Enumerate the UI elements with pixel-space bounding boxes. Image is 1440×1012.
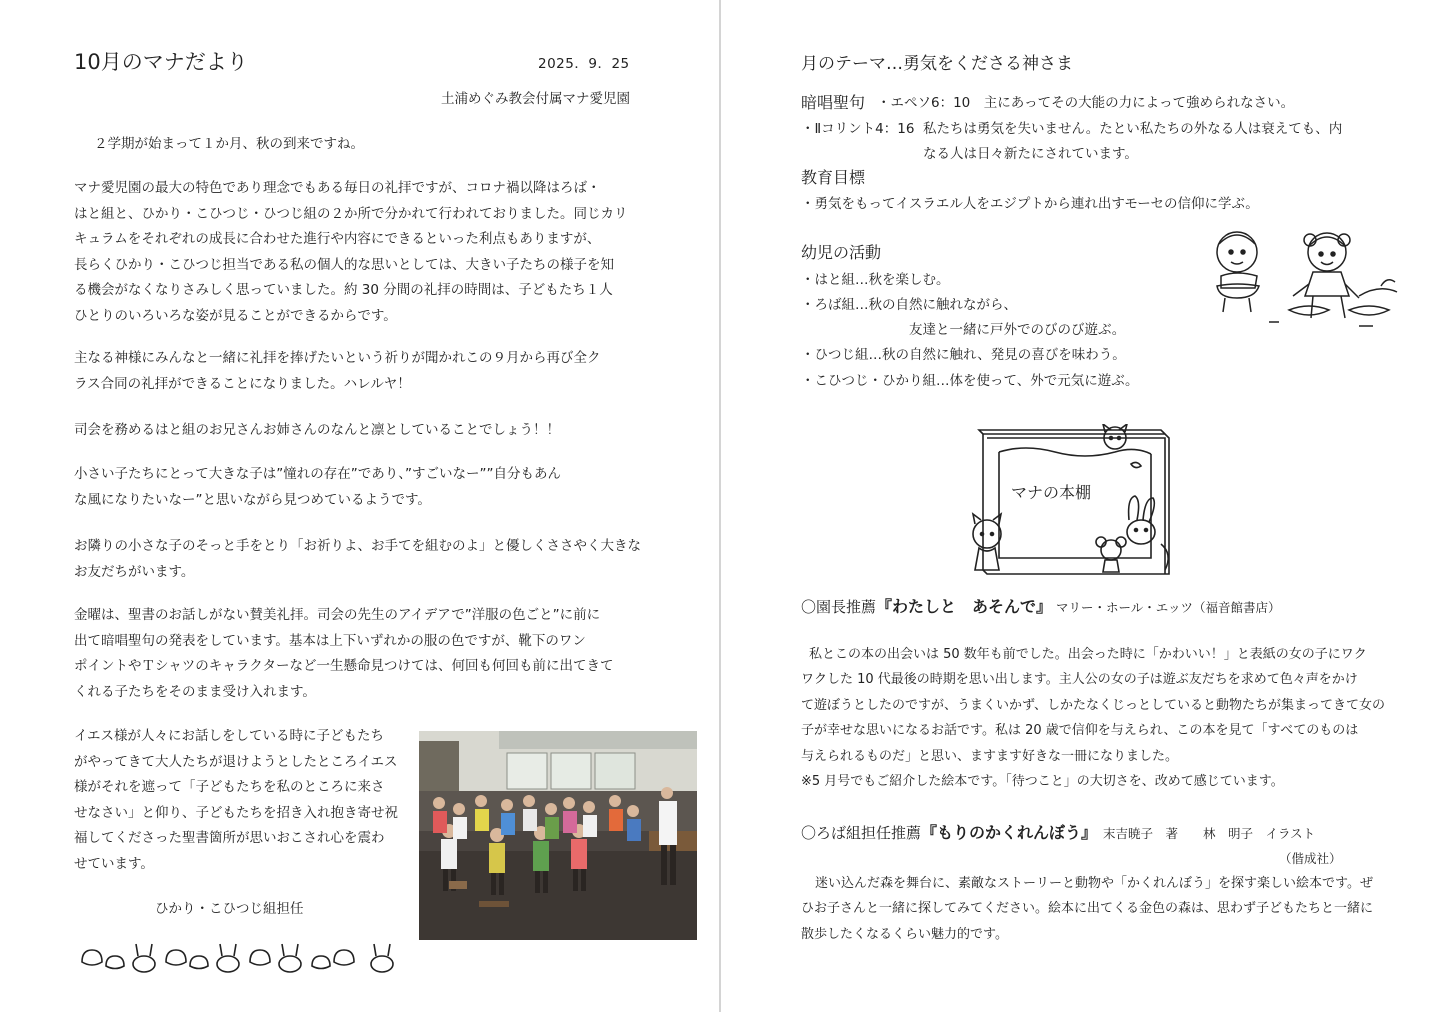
monthly-theme: 月のテーマ…勇気をくださる神さま bbox=[801, 54, 1073, 74]
recommendation-1-text bbox=[801, 642, 1385, 794]
newsletter-title: 10月のマナだより bbox=[74, 50, 248, 74]
text-line: マナ愛児園の最大の特色であり理念でもある毎日の礼拝ですが、コロナ禍以降はろば・ bbox=[74, 180, 601, 196]
text-line: はと組と、ひかり・こひつじ・ひつじ組の２か所で分かれて行われておりました。同じカリ bbox=[74, 205, 628, 222]
text-line: 様がそれを遮って「子どもたちを私のところに来さ bbox=[74, 779, 385, 796]
paragraph-7 bbox=[74, 724, 398, 878]
text-line: 主なる神様にみんなと一緒に礼拝を捧げたいという祈りが聞かれこの９月から再び全ク bbox=[74, 350, 601, 366]
text-line: ワクした 10 代最後の時期を思い出します。主人公の女の子は遊ぶ友だちを求めて色々声をかけ bbox=[801, 672, 1358, 688]
right-page bbox=[721, 0, 1440, 1012]
verse-1: ・エペソ6：10 主にあってその大能の力によって強められなさい。 bbox=[877, 95, 1295, 111]
chestnut-rabbit-border bbox=[78, 940, 400, 976]
text-line: 小さい子たちにとって大きな子は”憧れの存在”であり、”すごいなー””自分もあん bbox=[74, 466, 561, 482]
text-line: イエス様が人々にお話しをしている時に子どもたち bbox=[74, 728, 384, 744]
recommendation-2-text bbox=[801, 871, 1373, 947]
text-line: お友だちがいます。 bbox=[74, 563, 195, 580]
classroom-photo bbox=[419, 731, 697, 940]
text-line: 私とこの本の出会いは 50 数年も前でした。出会った時に「かわいい！」と表紙の女の子にワク bbox=[809, 647, 1367, 662]
text-line: くれる子たちをそのまま受け入れます。 bbox=[74, 683, 316, 700]
activity-heading: 幼児の活動 bbox=[801, 243, 882, 262]
text-line: ポイントやＴシャツのキャラクターなど一生懸命見つけては、何回も何回も前に出てきて bbox=[74, 658, 614, 675]
rec1-book-title: 『わたしと あそんで』 bbox=[876, 597, 1053, 616]
rec1-author: マリー・ホール・エッツ（福音館書店） bbox=[1056, 600, 1281, 615]
rec2-author: 末吉暁子 著 林 明子 イラスト bbox=[1103, 826, 1316, 841]
paragraph-5 bbox=[74, 534, 641, 585]
activity-item: ・こひつじ・ひかり組…体を使って、外で元気に遊ぶ。 bbox=[801, 373, 1139, 389]
intro-line: ２学期が始まって１か月、秋の到来ですね。 bbox=[94, 136, 364, 152]
activity-item: ・はと組…秋を楽しむ。 bbox=[801, 272, 950, 288]
text-line: 福してくださった聖書箇所が思いおこされ心を震わ bbox=[74, 830, 385, 847]
text-line: て遊ぼうとしたのですが、うまくいかず、しかたなくじっとしていると動物たちが集まってきて女の bbox=[801, 697, 1385, 713]
verse-label: 暗唱聖句 bbox=[801, 93, 866, 112]
text-line: お隣りの小さな子のそっと手をとり「お祈りよ、お手てを組むのよ」と優しくささやく大きな bbox=[74, 538, 641, 554]
recommendation-1-heading bbox=[801, 594, 1281, 617]
rec2-publisher: （偕成社） bbox=[1279, 851, 1342, 866]
text-line: 司会を務めるはと組のお兄さんお姉さんのなんと凛としていることでしょう！！ bbox=[74, 422, 560, 438]
text-line: 出て暗唱聖句の発表をしています。基本は上下いずれかの服の色ですが、靴下のワン bbox=[74, 632, 586, 649]
signature: ひかり・こひつじ組担任 bbox=[155, 901, 304, 917]
paragraph-1 bbox=[74, 176, 628, 330]
activity-item: 友達と一緒に戸外でのびのび遊ぶ。 bbox=[909, 322, 1126, 338]
recommendation-2-heading bbox=[801, 820, 1315, 843]
organization-name: 土浦めぐみ教会付属マナ愛児園 bbox=[441, 91, 630, 107]
text-line: る機会がなくなりさみしく思っていました。約 30 分間の礼拝の時間は、子どもたち１人 bbox=[74, 282, 613, 299]
paragraph-4 bbox=[74, 462, 561, 513]
text-line: ※5 月号でもご紹介した絵本です。「待つこと」の大切さを、改めて感じています。 bbox=[801, 774, 1284, 790]
paragraph-2 bbox=[74, 346, 601, 397]
text-line: 長らくひかり・こひつじ担当である私の個人的な思いとしては、大きい子たちの様子を知 bbox=[74, 256, 614, 273]
text-line: 迷い込んだ森を舞台に、素敵なストーリーと動物や「かくれんぼう」を探す楽しい絵本です。ぜ bbox=[815, 876, 1373, 891]
goal-text: ・勇気をもってイスラエル人をエジプトから連れ出すモーセの信仰に学ぶ。 bbox=[801, 196, 1259, 212]
issue-date: 2025．9．25 bbox=[538, 56, 630, 72]
rec2-prefix: 〇ろば組担任推薦 bbox=[801, 824, 922, 842]
rec2-book-title: 『もりのかくれんぼう』 bbox=[921, 823, 1098, 842]
text-line: 与えられるものだ」と思い、ますます好きな一冊になりました。 bbox=[801, 748, 1179, 764]
goal-heading: 教育目標 bbox=[801, 168, 866, 187]
paragraph-6 bbox=[74, 603, 613, 705]
paragraph-3 bbox=[74, 418, 560, 444]
rec1-prefix: 〇園長推薦 bbox=[801, 598, 877, 616]
text-line: がやってきて大人たちが退けようとしたところイエス bbox=[74, 753, 398, 770]
text-line: ラス合同の礼拝ができることになりました。ハレルヤ！ bbox=[74, 375, 411, 392]
activity-item: ・ろば組…秋の自然に触れながら、 bbox=[801, 297, 1017, 313]
activity-item: ・ひつじ組…秋の自然に触れ、発見の喜びを味わう。 bbox=[801, 347, 1126, 363]
verse-2-text-1: 私たちは勇気を失いません。たとい私たちの外なる人は衰えても、内 bbox=[923, 121, 1343, 137]
text-line: 金曜は、聖書のお話しがない賛美礼拝。司会の先生のアイデアで”洋服の色ごと”に前に bbox=[74, 607, 601, 623]
text-line: ひとりのいろいろな姿が見ることができるからです。 bbox=[74, 307, 397, 324]
text-line: ひお子さんと一緒に探してみてください。絵本に出てくる金色の森は、思わず子どもたちと一緒に bbox=[801, 901, 1374, 917]
left-page bbox=[0, 0, 719, 1012]
text-line: な風になりたいなー”と思いながら見つめているようです。 bbox=[74, 491, 431, 508]
verse-2-text-2: なる人は日々新たにされています。 bbox=[923, 146, 1138, 162]
text-line: キュラムをそれぞれの成長に合わせた進行や内容にできるといった利点もありますが、 bbox=[74, 231, 601, 248]
text-line: せています。 bbox=[74, 855, 154, 872]
children-digging-illustration bbox=[1209, 226, 1401, 336]
text-line: 散歩したくなるくらい魅力的です。 bbox=[801, 926, 1008, 942]
text-line: 子が幸せな思いになるお話です。私は 20 歳で信仰を与えられ、この本を見て「すべてのものは bbox=[801, 723, 1359, 739]
bookshelf-label: マナの本棚 bbox=[1011, 483, 1092, 502]
text-line: せなさい」と仰り、子どもたちを招き入れ抱き寄せ祝 bbox=[74, 804, 398, 821]
verse-2-ref: ・Ⅱコリント4：16 bbox=[801, 121, 915, 137]
